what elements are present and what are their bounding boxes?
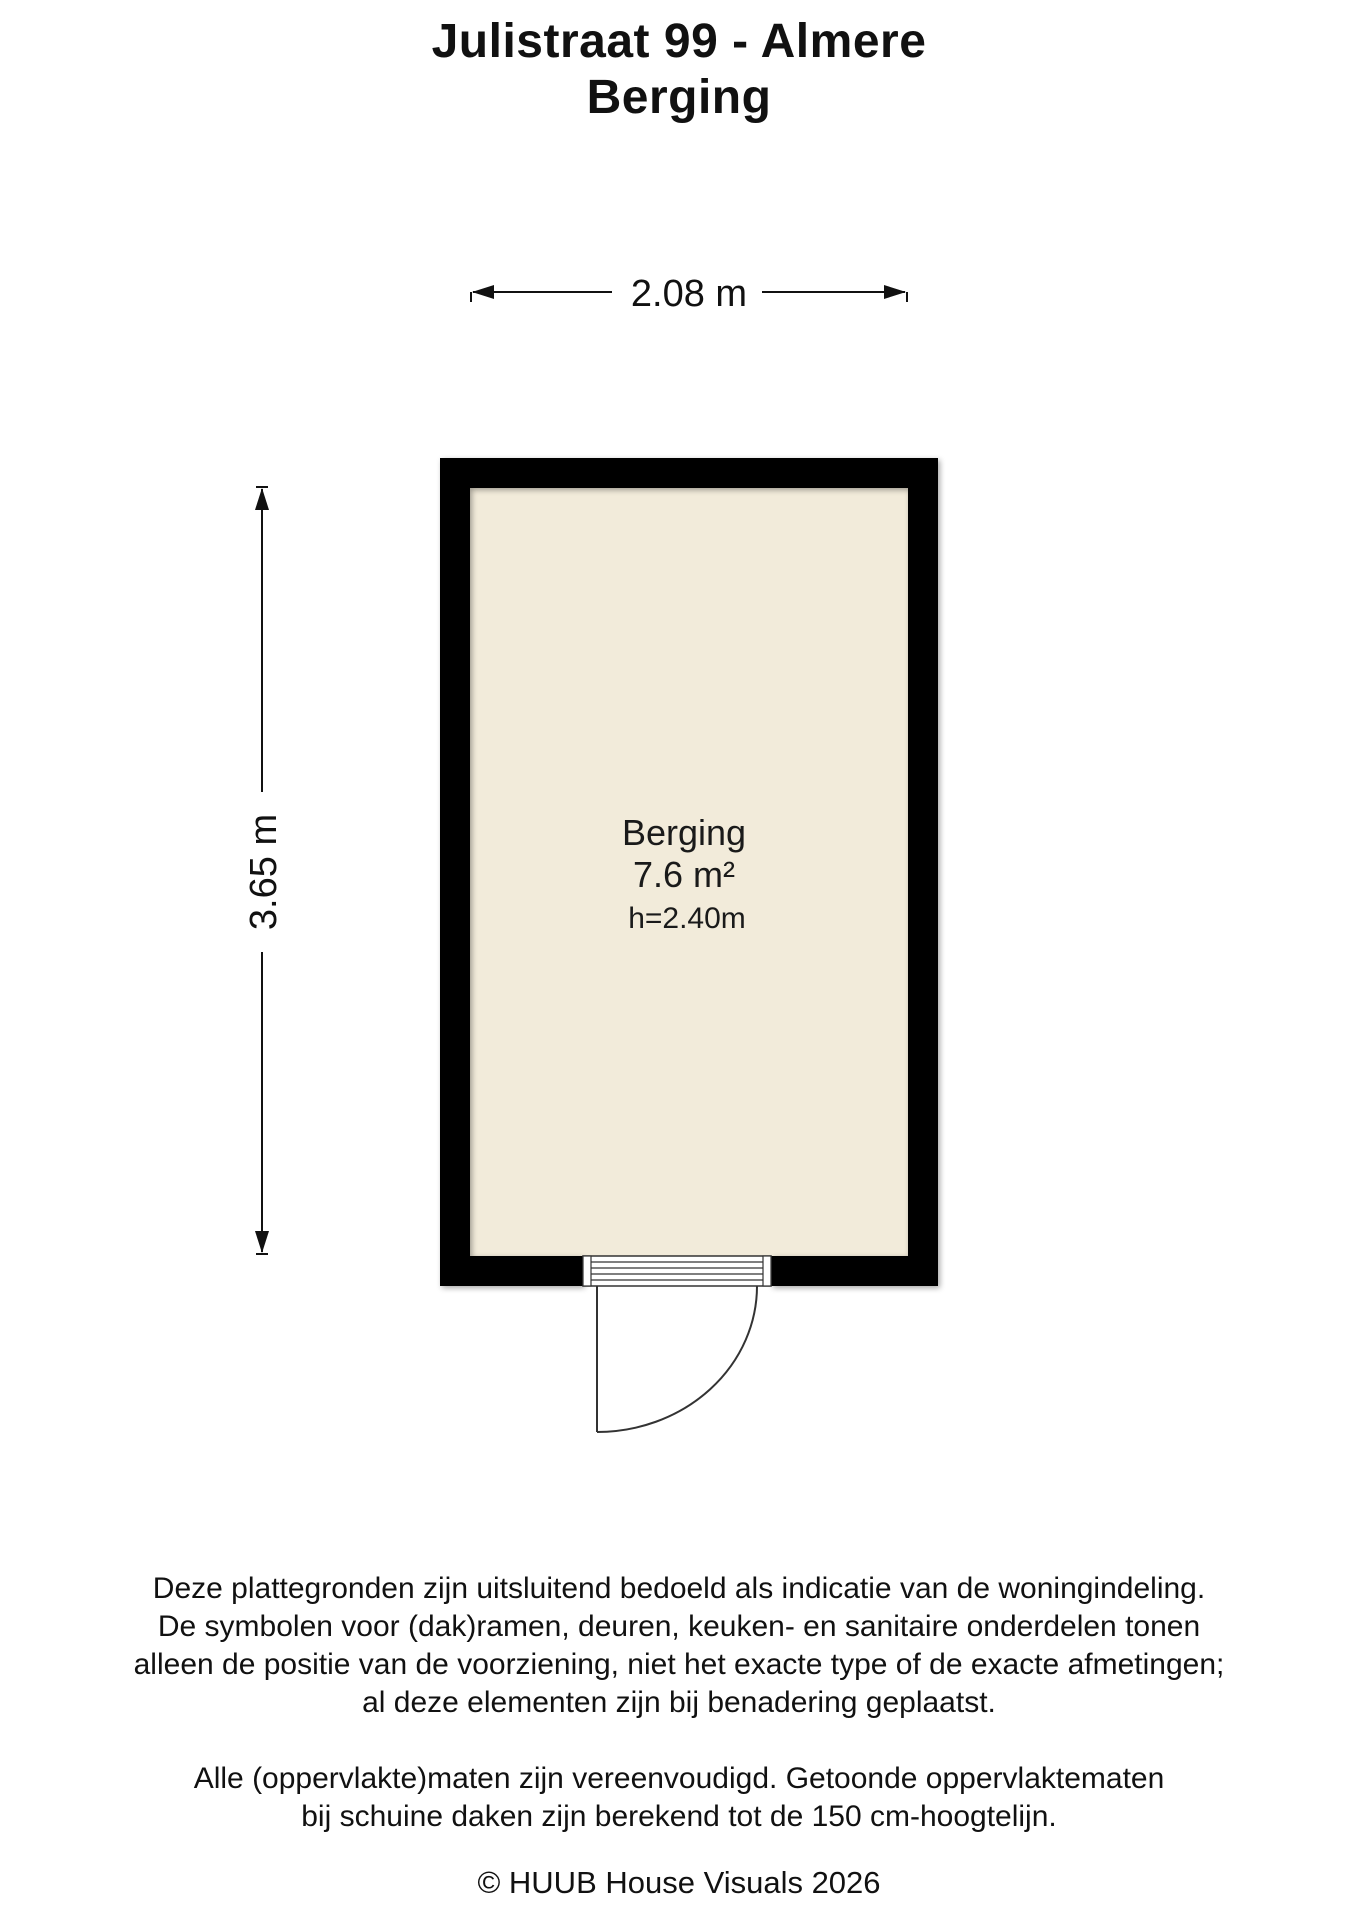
- door-opening: [583, 1256, 771, 1286]
- door-jamb-left: [583, 1256, 591, 1286]
- door-jamb-right: [763, 1256, 771, 1286]
- room-berging: [440, 458, 938, 1432]
- arrow-down-icon: [255, 1231, 269, 1253]
- disclaimer-line: De symbolen voor (dak)ramen, deuren, keuken- en sanitaire onderdelen tonen: [157, 1610, 1201, 1643]
- room-height-label: h=2.40m: [628, 902, 746, 935]
- arrow-right-icon: [884, 285, 906, 299]
- wall-right: [908, 458, 938, 1286]
- wall-left: [440, 458, 470, 1286]
- arrow-left-icon: [472, 285, 494, 299]
- disclaimer-line: Alle (oppervlakte)maten zijn vereenvoudigd. Getoonde oppervlaktematen: [193, 1762, 1165, 1795]
- wall-top: [440, 458, 938, 488]
- room-area-label: 7.6 m²: [632, 854, 736, 895]
- wall-bottom-right: [771, 1256, 938, 1286]
- wall-bottom-left: [440, 1256, 583, 1286]
- depth-dimension: [243, 487, 285, 1254]
- disclaimer-line: alleen de positie van de voorziening, niet het exacte type of de exacte afmetingen;: [133, 1648, 1225, 1681]
- disclaimer-line: al deze elementen zijn bij benadering geplaatst.: [362, 1686, 996, 1719]
- disclaimer-line: Deze plattegronden zijn uitsluitend bedoeld als indicatie van de woningindeling.: [152, 1572, 1206, 1605]
- room-name-label: Berging: [621, 812, 747, 853]
- disclaimer-paragraph-1: [40, 1570, 1318, 1722]
- arrow-up-icon: [255, 488, 269, 510]
- disclaimer: [40, 1570, 1318, 1836]
- floor-subtitle: Berging: [586, 71, 772, 124]
- width-dimension: [471, 273, 907, 315]
- disclaimer-paragraph-2: [40, 1760, 1318, 1836]
- depth-dimension-label: 3.65 m: [243, 813, 285, 931]
- page-title: Julistraat 99 - Almere: [431, 15, 927, 68]
- disclaimer-line: bij schuine daken zijn berekend tot de 150 cm-hoogtelijn.: [301, 1800, 1057, 1833]
- door-swing-arc: [597, 1286, 757, 1432]
- door-swing: [597, 1286, 757, 1432]
- door-sill: [583, 1256, 771, 1286]
- width-dimension-label: 2.08 m: [630, 273, 748, 315]
- copyright: © HUUB House Visuals 2026: [477, 1865, 881, 1900]
